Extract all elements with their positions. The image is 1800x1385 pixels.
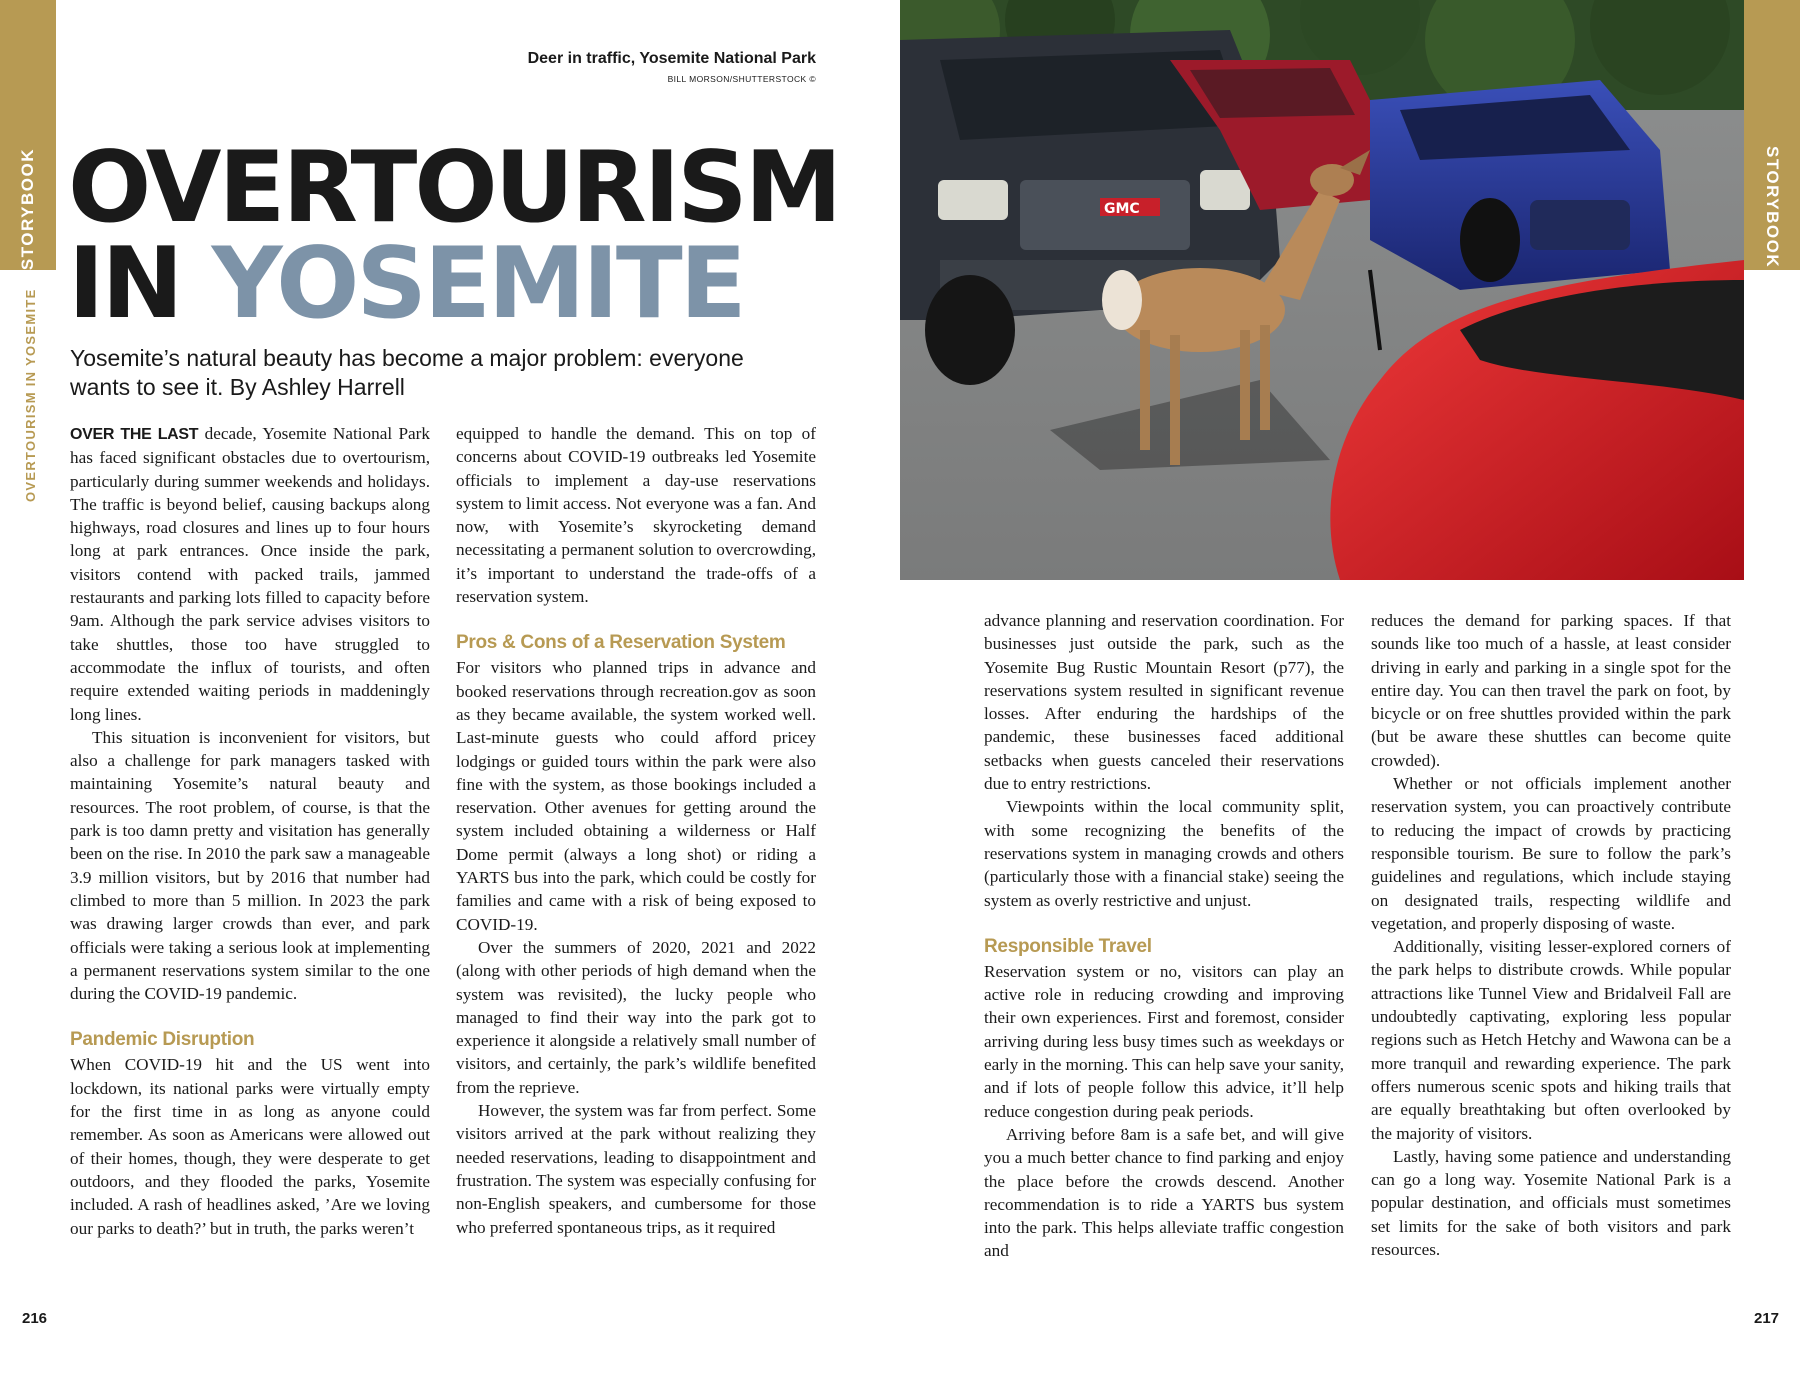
section-tab-label: STORYBOOK: [18, 147, 37, 270]
paragraph: reduces the demand for parking spaces. If that sounds like too much of a hassle, at least consider driving in early and parking in a single spot for the entire day. You can then travel the park on foot, by bicycle or on free shuttles provided within the park (but be aware these shuttles can become quite crowded).: [1371, 611, 1731, 770]
deer-in-traffic-photo: [900, 0, 1744, 580]
section-tab-label: STORYBOOK: [1763, 146, 1782, 269]
running-head-text: OVERTOURISM IN YOSEMITE: [22, 288, 38, 502]
page-number-right: 217: [1754, 1310, 1780, 1327]
title-line-2-prefix: IN: [68, 227, 212, 341]
paragraph: equipped to handle the demand. This on top of concerns about COVID-19 outbreaks led Yosemite officials to implement a day-use reservations system to limit access. Not everyone was a fan. And now, with Yosemite’s skyrocketing demand necessitating a permanent solution to overcrowding, it’s important to understand the trade-offs of a reservation system.: [456, 424, 816, 607]
page-number-left: 216: [22, 1310, 48, 1327]
paragraph: advance planning and reservation coordination. For businesses just outside the park, such as the Yosemite Bug Rustic Mountain Resort (p77), the reservations system resulted in significant revenue losses. After enduring the hardships of the pandemic, these businesses faced additional setbacks when guests canceled their reservations due to entry restrictions.: [984, 611, 1344, 794]
paragraph: [70, 422, 430, 726]
subheading-pros-cons: Pros & Cons of a Reservation System: [456, 632, 786, 654]
title-accent: YOSEMITE: [211, 227, 744, 341]
text-column-4: [1371, 609, 1731, 1261]
paragraph: This situation is inconvenient for visitors, but also a challenge for park managers tasked with maintaining Yosemite’s natural beauty and resources. The root problem, of course, is that the park is too damn pretty and visitation has generally been on the rise. In 2010 the park saw a manageable 3.9 million visitors, but by 2016 that number had climbed to more than 5 million. In 2023 the park was drawing larger crowds than ever, and park officials were taking a serious look at implementing a permanent reservations system similar to the one during the COVID-19 pandemic.: [70, 727, 430, 1004]
text-column-2: [456, 422, 816, 1239]
article-title: [68, 131, 840, 341]
car-badge: GMC: [1104, 201, 1140, 217]
paragraph: Arriving before 8am is a safe bet, and will give you a much better chance to find parking and enjoy the place before the crowds descend. Another recommendation is to ride a YARTS bus system into the park. This helps alleviate traffic congestion and: [984, 1124, 1344, 1261]
photo-caption: [528, 50, 816, 84]
paragraph: When COVID-19 hit and the US went into lockdown, its national parks were virtually empty for the first time in as long as anyone could remember. As soon as Americans were allowed out of their homes, though, they were desperate to get outdoors, and they flooded the parks, Yosemite included. A rash of headlines asked, ’Are we loving our parks to death?’ but in truth, the parks weren’t: [70, 1055, 430, 1238]
paragraph-text: decade, Yosemite National Park has faced significant obstacles due to overtourism, particularly during summer weekends and holidays. The traffic is beyond belief, causing backups along highways, road closures and lines up to four hours long at park entrances. Once inside the park, visitors contend with packed trails, jammed restaurants and parking lots filled to capacity before 9am. Although the park service advises visitors to take shuttles, those too have struggled to accommodate the influx of tourists, and often require extended waiting periods in maddeningly long lines.: [70, 424, 431, 724]
paragraph: Lastly, having some patience and understanding can go a long way. Yosemite National Park is a popular destination, and officials must sometimes set limits for the sake of both visitors and park resources.: [1371, 1146, 1731, 1260]
text-column-3: [984, 609, 1344, 1263]
hero-photo: [900, 0, 1744, 580]
caption-credit: BILL MORSON/SHUTTERSTOCK ©: [667, 74, 816, 84]
subheading-pandemic: Pandemic Disruption: [70, 1029, 255, 1051]
section-tab-left: [0, 0, 56, 270]
standfirst: Yosemite’s natural beauty has become a major problem: everyone wants to see it. By Ashley Harrell: [70, 345, 744, 400]
paragraph: Over the summers of 2020, 2021 and 2022 (along with other periods of high demand when the system was revisited), the lucky people who managed to find their way into the park got to experience it alongside a relatively small number of visitors, and certainly, the park’s wildlife benefited from the reprieve.: [456, 937, 816, 1097]
caption-title: Deer in traffic, Yosemite National Park: [527, 50, 816, 67]
paragraph: However, the system was far from perfect. Some visitors arrived at the park without realizing they needed reservations, leading to disappointment and frustration. The system was especially confusing for non-English speakers, and cumbersome for those who preferred spontaneous trips, as it required: [456, 1101, 816, 1237]
running-head: [20, 282, 40, 502]
paragraph: Reservation system or no, visitors can play an active role in reducing crowding and improving their own experiences. First and foremost, consider arriving during less busy times such as weekdays or early in the morning. This can help save your sanity, and if lots of people follow this advice, it’ll help reduce congestion during peak periods.: [984, 961, 1344, 1121]
title-line-2: [68, 227, 839, 341]
lead-in: OVER THE LAST: [70, 426, 199, 443]
paragraph: Additionally, visiting lesser-explored corners of the park helps to distribute crowds. While popular attractions like Tunnel View and Bridalveil Fall are undoubtedly captivating, exploring less popular regions such as Hetch Hetchy and Wawona can be a more tranquil and rewarding experience. The park offers numerous scenic spots and hiking trails that are equally breathtaking but often overlooked by the majority of visitors.: [1371, 937, 1731, 1143]
subheading-responsible-travel: Responsible Travel: [984, 935, 1152, 957]
paragraph: Whether or not officials implement another reservation system, you can proactively contribute to reducing the impact of crowds by practicing responsible tourism. Be sure to follow the park’s guidelines and regulations, which include staying on designated trails, respecting wildlife and vegetation, and properly disposing of waste.: [1371, 774, 1731, 933]
title-line-1: OVERTOURISM: [68, 131, 840, 245]
paragraph: For visitors who planned trips in advance and booked reservations through recreation.gov as soon as they became available, the system worked well. Last-minute guests who could afford pricey lodgings or guided tours within the park were also fine with the system, as those bookings included a reservation. Other avenues for getting around the system included obtaining a wilderness or Half Dome permit (always a long shot) or riding a YARTS bus into the park, which could be costly for families and came with a risk of being exposed to COVID-19.: [456, 658, 816, 934]
section-tab-right: [1744, 0, 1800, 270]
paragraph: Viewpoints within the local community split, with some recognizing the benefits of the reservations system in managing crowds and others (particularly those with a financial stake) seeing the system as overly restrictive and unjust.: [984, 797, 1344, 910]
text-column-1: [70, 422, 430, 1240]
